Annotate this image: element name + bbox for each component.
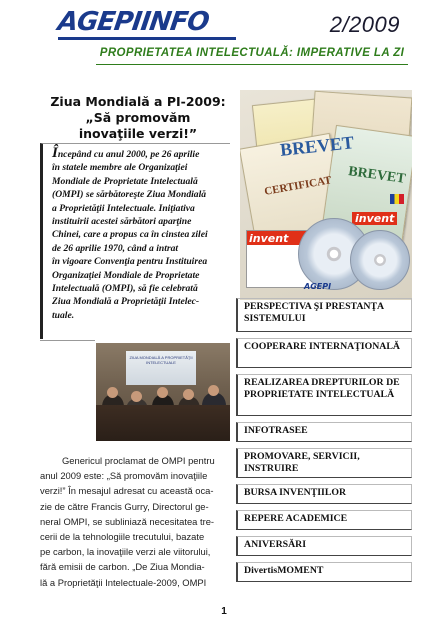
toc-item-divertismoment[interactable]: DivertisMOMENT (236, 562, 412, 582)
intro-line: de 26 aprilie 1970, când a intrat (52, 242, 179, 254)
toc-item-repere[interactable]: REPERE ACADEMICE (236, 510, 412, 530)
section-title: PROPRIETATEA INTELECTUALĂ: IMPERATIVE LA ZI (99, 47, 405, 59)
person-head (157, 387, 168, 398)
intro-line: în vigoare Convenţia pentru Instituirea (52, 256, 208, 268)
section-title-rule (96, 64, 408, 65)
intro-dropcap: Î (52, 145, 58, 161)
intro-line: Ziua Mondială a Proprietăţii Intelec- (52, 296, 200, 308)
body-line: zie de către Francis Gurry, Directorul ge- (40, 500, 209, 512)
brevet-heading: BREVET (279, 132, 355, 160)
invent-label: invent (249, 232, 289, 245)
toc-item-realizarea[interactable]: REALIZAREA DREPTURILOR DE PROPRIETATE INTELECTUALĂ (236, 374, 412, 416)
intro-line: tuale. (52, 309, 75, 321)
intro-box (40, 143, 230, 339)
toc-item-bursa[interactable]: BURSA INVENŢIILOR (236, 484, 412, 504)
toc-item-infotrasee[interactable]: INFOTRASEE (236, 422, 412, 442)
article-headline (40, 94, 236, 142)
intro-line: a Proprietăţii Intelectuale. Iniţiativa (52, 202, 195, 214)
intro-line: instituirii acestei sărbători aparţine (52, 216, 192, 228)
body-line: neral OMPI, se subliniază necesitatea tre- (40, 515, 215, 527)
intro-text (52, 147, 230, 322)
toc-item-cooperare[interactable]: COOPERARE INTERNAŢIONALĂ (236, 338, 412, 368)
invent-label-2: invent (352, 212, 397, 225)
article-body (40, 453, 230, 590)
body-line: fără emisii de carbon. „De Ziua Mondia- (40, 561, 205, 573)
page-number: 1 (221, 606, 227, 617)
body-line: pe carbon, la inovaţiile verzi ale viitorului, (40, 546, 211, 558)
intro-box-bottom-rule (40, 340, 95, 341)
logo-info-text: INFO (138, 7, 211, 37)
intro-line: Organizaţiei Mondiale de Proprietate (52, 269, 200, 281)
projection-screen-text: ZIUA MONDIALĂ A PROPRIETĂŢII INTELECTUALE (129, 355, 193, 365)
agepi-info-logo (55, 7, 236, 37)
toc-item-promovare[interactable]: PROMOVARE, SERVICII, INSTRUIRE (236, 448, 412, 478)
person-head (208, 385, 219, 396)
intro-line: Chinei, care a propus ca în cinstea zilei (52, 229, 208, 241)
intro-line: Intelectuală (OMPI), să fie celebrată (52, 283, 198, 295)
intro-line: Mondiale de Proprietate Intelectuală (52, 175, 198, 187)
brevet-heading-2: BREVET (347, 164, 407, 187)
conference-table (96, 405, 230, 441)
intro-line: în statele membre ale Organizaţiei (52, 162, 188, 174)
table-of-contents (236, 298, 412, 582)
body-line: verzi!” În mesajul adresat cu această oca- (40, 485, 214, 497)
person-head (107, 387, 118, 398)
moldova-flag-icon (390, 194, 404, 204)
body-line: lă a Proprietăţii Intelectuale-2009, OMPI (40, 576, 207, 588)
issue-number: 2/2009 (329, 12, 400, 37)
logo-underline (58, 37, 236, 40)
cd-agepi-label: AGEPI (304, 282, 332, 291)
headline-line-2: „Să promovăm (85, 110, 191, 125)
certificates-photo (240, 90, 412, 300)
toc-item-perspectiva[interactable]: PERSPECTIVA ŞI PRESTANŢA SISTEMULUI (236, 298, 412, 332)
logo-agepi-text: AGEPI (55, 7, 144, 37)
body-line: Genericul proclamat de OMPI pentru (62, 455, 215, 466)
cd-disc-icon (350, 230, 410, 290)
intro-line: (OMPI) se sărbătoreşte Ziua Mondială (52, 189, 207, 201)
conference-photo (96, 343, 230, 441)
person-head (131, 391, 142, 402)
headline-line-3: inovaţiile verzi!” (78, 126, 198, 141)
body-line: cerii de la tehnologiile trecutului, bazate (40, 531, 205, 543)
certificat-heading: CERTIFICAT (263, 174, 333, 198)
headline-line-1: Ziua Mondială a PI-2009: (50, 94, 226, 109)
projection-screen (126, 351, 196, 385)
toc-item-aniversari[interactable]: ANIVERSĂRI (236, 536, 412, 556)
intro-line: ncepând cu anul 2000, pe 26 aprilie (57, 149, 200, 160)
body-line: anul 2009 este: „Să promovăm inovaţiile (40, 470, 208, 482)
person-head (183, 389, 194, 400)
